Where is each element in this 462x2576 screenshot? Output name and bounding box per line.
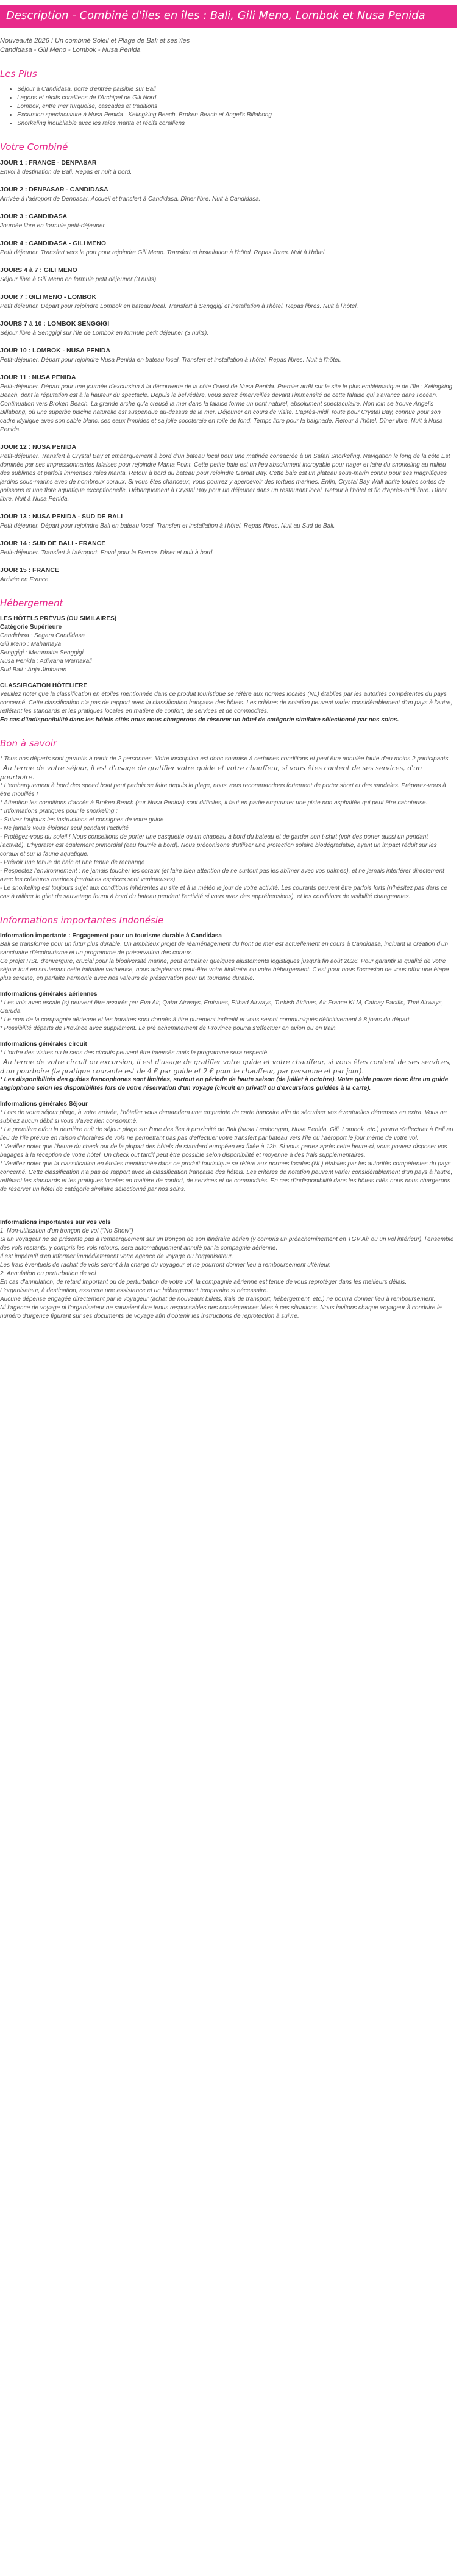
note-line: - Le snorkeling est toujours sujet aux conditions inhérentes au site et à la météo le jour de votre activité. Les courants peuvent être parfois forts (n'hésitez pas dans ce cas à utiliser le gilet de sauvetage fourni à bord du bateau pendant l'activité si vous avez des appréhensions), et les conditions de visibilité changeantes.	[0, 885, 447, 900]
section-heading-bon-a-savoir: Bon à savoir	[0, 738, 57, 749]
day-title: JOURS 7 à 10 : LOMBOK SENGGIGI	[0, 320, 110, 327]
day-title: JOUR 13 : NUSA PENIDA - SUD DE BALI	[0, 513, 123, 520]
hotel-item: Sud Bali : Anja Jimbaran	[0, 667, 67, 673]
day-block	[0, 512, 455, 531]
day-title: JOUR 12 : NUSA PENIDA	[0, 443, 77, 451]
day-block	[0, 212, 455, 231]
day-block	[0, 346, 455, 365]
day-block	[0, 266, 455, 284]
info-text: * La première et/ou la dernière nuit de séjour plage sur l'une des îles à proximité de Bali (Nusa Lembongan, Nusa Penida, Gili, Lombok, etc.) pourra s'effectuer à Bali au lieu de l'île prévue en raison d'horaires de vols ne permettant pas pas d'effectuer votre transfert par bateau vers l'île ou l'aéroport le jour même de votre vol.	[0, 1126, 453, 1142]
day-text: Journée libre en formule petit-déjeuner.	[0, 223, 107, 229]
note-line: - Ne jamais vous éloigner seul pendant l'activité	[0, 825, 129, 832]
note-line: - Respectez l'environnement : ne jamais toucher les coraux (et faire bien attention de ne surtout pas les abîmer avec vos palmes), et ne jamais interférer directement avec les créatures marines (certaines espèces sont venimeuses)	[0, 868, 444, 883]
classification-note: En cas d'indisponibilité dans les hôtels cités nous nous chargerons de réserver un hôtel de catégorie similaire sélectionné par nos soins.	[0, 717, 399, 723]
hotels-label: LES HÔTELS PRÉVUS (OU SIMILAIRES)	[0, 615, 117, 622]
info-text: 1. Non-utilisation d'un tronçon de vol ("No Show")	[0, 1228, 133, 1234]
info-text: * Veuillez noter que l'heure du check out de la plupart des hôtels de standard européen est fixée à 12h. Si vous partez après cette heure-ci, vous pouvez disposer vos bagages à la réception de votre hôtel. Un check out tardif peut être possible selon disponibilité et moyenne à des frais supplémentaires.	[0, 1143, 447, 1159]
info-aerien-block	[0, 990, 455, 1033]
day-title: JOUR 2 : DENPASAR - CANDIDASA	[0, 186, 108, 193]
note-line: * Tous nos départs sont garantis à partir de 2 personnes. Votre inscription est donc soumise à certaines conditions et peut être annulée faute d'au moins 2 participants.	[0, 756, 450, 762]
day-block	[0, 159, 455, 177]
info-vols-block	[0, 1218, 455, 1321]
day-text: Petit-déjeuner. Transfert à Crystal Bay et embarquement à bord d'un bateau local pour une matinée consacrée à un Safari Snorkeling. Navigation le long de la côte Est dominée par ses impressionnantes falaises pour rejoindre Manta Point. Cette petite baie est un lieu absolument incroyable pour nager et faire du snorkeling au milieu des sublimes et parfois immenses raies manta. Retour à bord du bateau pour rejoindre Gamat Bay. Cette baie est un plateau sous-marin connu pour ses magnifiques jardins sous-marins avec de nombreux coraux. Si vous êtes chanceux, vous pourrez y apercevoir des tortues marines. Enfin, Crystal Bay Wall abrite toutes sortes de poissons et une flore aquatique exceptionnelle. Débarquement à Crystal Bay pour un déjeuner dans un restaurant local. Retour à l'hôtel et fin d'après-midi libre. Dîner libre. Nuit à Nusa Penida.	[0, 453, 450, 503]
intro-line: Candidasa - Gili Meno - Lombok - Nusa Penida	[0, 46, 141, 54]
list-item: • Excursion spectaculaire à Nusa Penida : Kelingking Beach, Broken Beach et Angel's Billabong	[17, 111, 455, 120]
note-line: - Protégez-vous du soleil ! Nous conseillons de porter une casquette ou un chapeau à bord du bateau et de garder son t-shirt (voir des porter aussi un pendant l'activité). L'hydrater est également primordial (eau fournie à bord). Nous préconisons d'utiliser une protection solaire biodégradable, ayant un impact réduit sur les coraux et sur la faune aquatique.	[0, 834, 437, 857]
hotel-item: Senggigi : Merumatta Senggigi	[0, 649, 84, 656]
hotels-block	[0, 615, 455, 674]
plus-list	[0, 85, 455, 128]
info-text: Ni l'agence de voyage ni l'organisateur ne sauraient être tenus responsables des conséquences liées à ces situations. Nous invitons chaque voyageur à conduire le numéro d'urgence figurant sur ses documents de voyage afin d'obtenir les instructions de reprotection à suivre.	[0, 1304, 442, 1320]
day-text: Petit-déjeuner. Départ pour une journée d'excursion à la découverte de la côte Ouest de Nusa Penida. Premier arrêt sur le site le plus emblématique de l'île : Kelingking Beach, dont la réputation est à la hauteur du spectacle. Depuis le belvédère, vous serez émerveillés devant l'immensité de cette falaise qui s'avance dans l'océan. Continuation vers Broken Beach. La grande arche qu'a creusé la mer dans la falaise forme un pont naturel, absolument spectaculaire. Non loin se trouve Angel's Billabong, où une superbe piscine naturelle est suspendue au-dessus de la mer. Déjeuner en cours de visite. L'après-midi, route pour Crystal Bay, connue pour son cadre idyllique avec son sable blanc, ses eaux limpides et sa jolie cocoteraie en toile de fond. Temps libre pour la baignade. Retour à l'hôtel. Dîner libre. Nuit à Nusa Penida.	[0, 384, 453, 433]
day-text: Petit déjeuner. Départ pour rejoindre Lombok en bateau local. Transfert à Senggigi et installation à l'hôtel. Repas libres. Nuit à l'hôtel.	[0, 303, 358, 310]
info-text: "Au terme de votre circuit ou excursion, il est d'usage de gratifier votre guide et votre chauffeur, si vous êtes content de ses services, d'un pourboire (la pratique courante est de 4 € par guide et 2 € pour le chauffeur, par personne et par jour).	[0, 1058, 452, 1075]
list-item: • Lagons et récifs coralliens de l'Archipel de Gili Nord	[17, 94, 455, 102]
info-text: En cas d'annulation, de retard important ou de perturbation de votre vol, la compagnie aérienne est tenue de vous reprotéger dans les meilleurs délais.	[0, 1279, 407, 1286]
list-item: • Lombok, entre mer turquoise, cascades et traditions	[17, 102, 455, 111]
day-block	[0, 539, 455, 557]
day-text: Envol à destination de Bali. Repas et nuit à bord.	[0, 169, 132, 176]
section-heading-plus: Les Plus	[0, 68, 37, 79]
info-label: Informations générales Séjour	[0, 1101, 88, 1107]
day-text: Arrivée à l'aéroport de Denpasar. Accueil et transfert à Candidasa. Dîner libre. Nuit à Candidasa.	[0, 196, 261, 202]
title-bar	[0, 5, 457, 28]
info-text: Aucune dépense engagée directement par le voyageur (achat de nouveaux billets, frais de transport, hébergement, etc.) ne pourra donner lieu à remboursement.	[0, 1296, 436, 1303]
day-block	[0, 185, 455, 204]
day-text: Séjour libre à Gili Meno en formule petit déjeuner (3 nuits).	[0, 276, 158, 283]
day-text: Séjour libre à Senggigi sur l'île de Lombok en formule petit déjeuner (3 nuits).	[0, 330, 209, 337]
classification-text: Veuillez noter que la classification en étoiles mentionnée dans ce produit touristique se réfère aux normes locales (NL) établies par les autorités compétentes du pays concerné. Cette classification n'a pas de rapport avec la classification française des hôtels. Les critères de notation peuvent varier considérablement d'un pays à l'autre, reflétant les standards et les pratiques locales en matière de confort, de services et de commodités.	[0, 691, 453, 715]
section-heading-infos: Informations importantes Indonésie	[0, 915, 164, 926]
page-title: Description - Combiné d'îles en îles : Bali, Gili Meno, Lombok et Nusa Penida	[6, 9, 425, 22]
day-block	[0, 443, 455, 504]
info-sejour-block	[0, 1100, 455, 1194]
info-text: Il est impératif d'en informer immédiatement votre agence de voyage ou l'organisateur.	[0, 1253, 233, 1260]
info-text: Bali se transforme pour un futur plus durable. Un ambitieux projet de réaménagement du front de mer est actuellement en cours à Candidasa, incluant la création d'un sanctuaire d'écotourisme et un programme de préservation des coraux.	[0, 941, 449, 956]
day-text: Petit déjeuner. Transfert vers le port pour rejoindre Gili Meno. Transfert et installation à l'hôtel. Repas libres. Nuit à l'hôtel.	[0, 249, 326, 256]
bon-a-savoir-block	[0, 755, 455, 901]
info-text: L'organisateur, à destination, assurera une assistance et un hébergement temporaire si nécessaire.	[0, 1287, 268, 1294]
day-title: JOUR 15 : FRANCE	[0, 567, 59, 574]
day-title: JOUR 10 : LOMBOK - NUSA PENIDA	[0, 347, 111, 354]
day-block	[0, 373, 455, 434]
note-line: - Prévoir une tenue de bain et une tenue de rechange	[0, 859, 145, 866]
info-text: * Les vols avec escale (s) peuvent être assurés par Eva Air, Qatar Airways, Emirates, Etihad Airways, Turkish Airlines, Air France KLM, Cathay Pacific, Thai Airways, Garuda.	[0, 1000, 444, 1015]
day-text: Petit-déjeuner. Transfert à l'aéroport. Envol pour la France. Dîner et nuit à bord.	[0, 549, 214, 556]
info-circuit-block	[0, 1040, 455, 1093]
info-text: * Le nom de la compagnie aérienne et les horaires sont donnés à titre purement indicatif et vous seront communiqués définitivement à 8 jours du départ	[0, 1017, 410, 1023]
classification-block	[0, 682, 455, 724]
note-line: * L'embarquement à bord des speed boat peut parfois se faire depuis la plage, nous vous recommandons fortement de porter short et des sandales. Préparez-vous à être mouillés !	[0, 782, 446, 798]
info-label: Informations générales aériennes	[0, 991, 98, 998]
info-text: 2. Annulation ou perturbation de vol	[0, 1270, 96, 1277]
day-block	[0, 293, 455, 311]
info-text: * Possibilité départs de Province avec supplément. Le pré acheminement de Province pourra s'effectuer en avion ou en train.	[0, 1025, 338, 1032]
section-heading-hebergement: Hébergement	[0, 598, 63, 609]
day-title: JOURS 4 à 7 : GILI MENO	[0, 267, 77, 274]
note-line: * Attention les conditions d'accès à Broken Beach (sur Nusa Penida) sont difficiles, il faut en partie emprunter une piste non asphaltée qui peut être cahoteuse.	[0, 800, 428, 806]
intro-line: Nouveauté 2026 ! Un combiné Soleil et Plage de Bali et ses îles	[0, 37, 190, 45]
spacer	[0, 1201, 455, 1218]
day-title: JOUR 1 : FRANCE - DENPASAR	[0, 159, 97, 166]
hotel-item: Gili Meno : Mahamaya	[0, 641, 62, 648]
list-item: • Snorkeling inoubliable avec les raies manta et récifs coralliens	[17, 120, 455, 128]
info-text: Les frais éventuels de rachat de vols seront à la charge du voyageur et ne pourront donner lieu à remboursement ultérieur.	[0, 1262, 331, 1268]
info-label: Information importante : Engagement pour un tourisme durable à Candidasa	[0, 932, 222, 939]
info-label: Informations importantes sur vos vols	[0, 1219, 111, 1226]
list-item: • Séjour à Candidasa, porte d'entrée paisible sur Bali	[17, 85, 455, 94]
day-block	[0, 239, 455, 257]
day-text: Arrivée en France.	[0, 576, 51, 583]
classification-label: CLASSIFICATION HÔTELIÈRE	[0, 682, 88, 689]
day-title: JOUR 4 : CANDIDASA - GILI MENO	[0, 240, 107, 247]
day-block	[0, 566, 455, 584]
note-line: * Informations pratiques pour le snorkeling :	[0, 808, 118, 815]
info-text: * Les disponibilités des guides francophones sont limitées, surtout en période de haute saison (de juillet à octobre). Votre guide pourra donc être un guide anglophone selon les disponibilités lors de votre réservation d'un voyage (circuit en privatif ou d'excursions guidées à la carte).	[0, 1076, 449, 1092]
info-text: Ce projet RSE d'envergure, crucial pour la biodiversité marine, peut entraîner quelques ajustements logistiques jusqu'à fin août 2026. Pour garantir la qualité de votre séjour tout en soutenant cette initiative vertueuse, nous adapterons peut-être votre itinéraire ou votre hébergement. C'est pour nous l'occasion de vous offrir une étape plus sereine, en parfaite harmonie avec nos valeurs de préservation pour un tourisme durable.	[0, 958, 449, 982]
info-text: * L'ordre des visites ou le sens des circuits peuvent être inversés mais le programme sera respecté.	[0, 1050, 269, 1056]
content	[0, 28, 462, 1321]
info-durable-block	[0, 932, 455, 983]
day-text: Petit déjeuner. Départ pour rejoindre Bali en bateau local. Transfert et installation à l'hôtel. Repas libres. Nuit au Sud de Bali.	[0, 523, 335, 529]
hotel-item: Nusa Penida : Adiwana Warnakali	[0, 658, 92, 665]
day-title: JOUR 3 : CANDIDASA	[0, 213, 68, 220]
intro	[0, 28, 455, 55]
day-title: JOUR 11 : NUSA PENIDA	[0, 374, 76, 381]
info-label: Informations générales circuit	[0, 1041, 87, 1048]
day-text: Petit-déjeuner. Départ pour rejoindre Nusa Penida en bateau local. Transfert et installation à l'hôtel. Repas libres. Nuit à l'hôtel.	[0, 357, 341, 363]
info-text: * Veuillez noter que la classification en étoiles mentionnée dans ce produit touristique se réfère aux normes locales (NL) établies par les autorités compétentes du pays concerné. Cette classification n'a pas de rapport avec la classification française des hôtels. Les critères de notation peuvent varier considérablement d'un pays à l'autre, reflétant les standards et les pratiques locales en matière de confort, de services et de commodités. En cas d'indisponibilité dans les hôtels cités nous nous chargerons de réserver un hôtel de catégorie similaire sélectionné par nos soins.	[0, 1161, 453, 1193]
day-title: JOUR 7 : GILI MENO - LOMBOK	[0, 293, 97, 301]
day-title: JOUR 14 : SUD DE BALI - FRANCE	[0, 540, 106, 547]
note-line: - Suivez toujours les instructions et consignes de votre guide	[0, 817, 164, 823]
info-text: Si un voyageur ne se présente pas à l'embarquement sur un tronçon de son itinéraire aérien (y compris un préacheminement en TGV Air ou un vol intérieur), l'ensemble des vols restants, y compris les vols retours, sera automatiquement annulé par la compagnie aérienne.	[0, 1236, 454, 1251]
note-line: "Au terme de votre séjour, il est d'usage de gratifier votre guide et votre chauffeur, si vous êtes content de ses services, d'un pourboire.	[0, 764, 422, 781]
info-text: * Lors de votre séjour plage, à votre arrivée, l'hôtelier vous demandera une empreinte de carte bancaire afin de sécuriser vos éventuelles dépenses en extra. Vous ne subirez aucun débit si vous n'avez rien consommé.	[0, 1109, 447, 1125]
hotels-category: Catégorie Supérieure	[0, 624, 62, 631]
day-block	[0, 320, 455, 338]
hotel-item: Candidasa : Segara Candidasa	[0, 632, 85, 639]
section-heading-combine: Votre Combiné	[0, 141, 68, 152]
